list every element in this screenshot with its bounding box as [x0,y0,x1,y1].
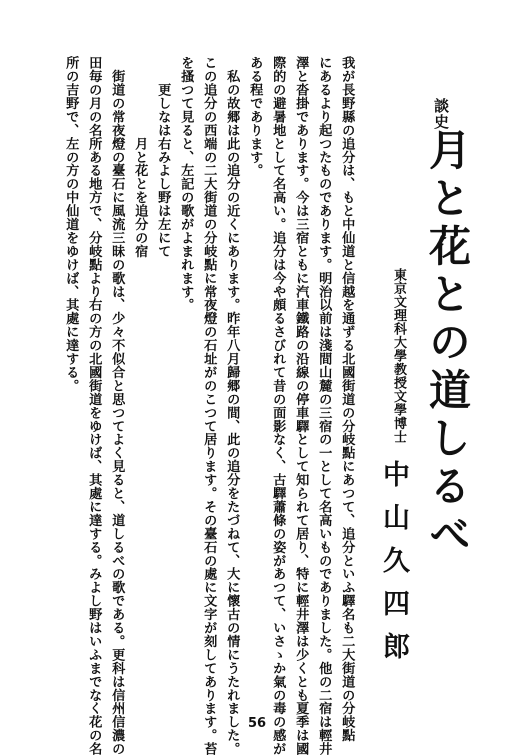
body-line: 澤と沓掛であります。今は三宿ともに汽車鐵路の沿線の停車驛として知られて居り、特に輕井澤は少くとも夏季は國 [293,56,309,755]
body-line: ある程であります。 [247,56,263,178]
category-label: 談史 [432,98,450,130]
body-line: この追分の西端の二大街道の分岐點に常夜燈の石址がのこつて居ります。その臺石の處に文字が刻してあります。苔 [201,56,217,755]
article-title: 月と花との道しるべ [423,128,472,560]
body-line: 我が長野縣の追分は、もと中仙道と信越を通ずる北國街道の分岐點にあつて、追分といふ驛名も二大街道の分岐點 [339,56,355,742]
author-name: 中山久四郎 [378,460,409,675]
poem-line: 月と花とを追分の宿 [132,56,148,258]
body-line: 私の故郷は此の追分の近くにあります。昨年八月歸郷の間、此の追分をたづねて、大に懷古の情にうたれました。 [224,56,240,755]
body-line: 街道の常夜燈の臺石に風流三昧の歌は、少々不似合と思つてよく見ると、道しるべの歌である。更科は信州信濃の [109,56,125,755]
body-line: 所の吉野で、左の方の中仙道をゆけば、其處に達する。 [63,56,79,393]
page-number: 56 [248,716,267,731]
poem-line: 更しなは右みよし野は左にて [155,56,171,258]
body-line: 田毎の月の名所ある地方で、分岐點より右の方の北國街道をゆけば、其處に達する。みよし野はいふまでなく花の名 [86,56,102,755]
body-line: にあるより起つたものであります。明治以前は淺間山麓の三宿の一として名高いものでありました。他の二宿は輕井 [316,56,332,755]
body-line: を搔つて見ると、左記の歌がよまれます。 [178,56,194,312]
author-affiliation: 東京文理科大學教授文學博士 [391,268,406,444]
body-line: 際的の避暑地として名高い。追分は今や頗るさびれて昔の面影なく、古驛蕭條の姿があつて、いさゝか氣の毒の感が [270,56,286,755]
